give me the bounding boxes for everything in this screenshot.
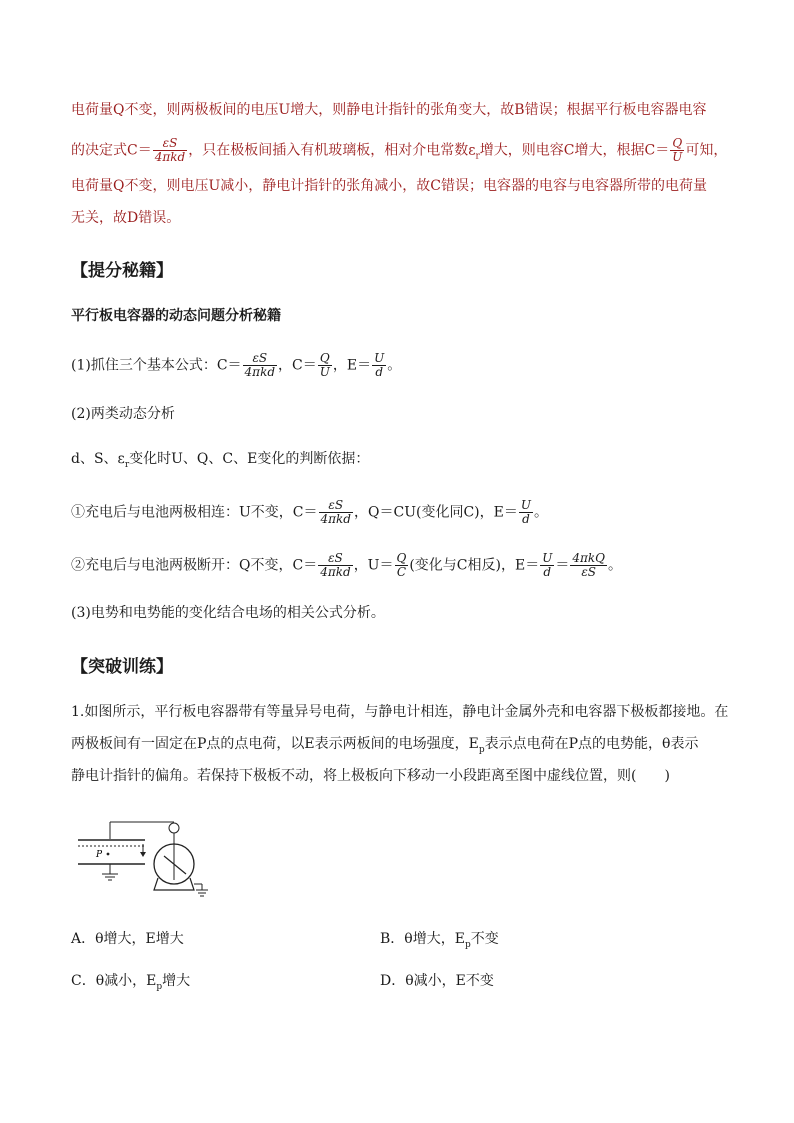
text: ②充电后与电池两极断开：Q不变，C＝ [71,557,318,574]
denominator: εS [581,565,596,579]
capacitor-electrometer-figure [70,818,220,898]
denominator: d [375,365,384,379]
fraction [670,137,684,164]
numerator: Q [318,352,332,366]
text-line-2: (2)两类动态分析 [71,406,175,422]
formula-line-1 [71,352,401,379]
text: d、S、ε [71,451,125,467]
text: 增大 [162,973,191,989]
fraction [395,552,409,579]
text-line-6: (3)电势和电势能的变化结合电场的相关公式分析。 [71,605,385,621]
denominator: C [396,565,407,579]
text: 表示点电荷在P点的电势能，θ表示 [484,736,699,752]
subscript: p [478,744,485,755]
fraction [153,137,187,164]
question-line-3: 静电计指针的偏角。若保持下极板不动，将上极板向下移动一小段距离至图中虚线位置，则( ) [71,768,670,784]
text: 。 [533,504,548,521]
text: (1)抓住三个基本公式：C＝ [71,357,242,374]
formula-line-4 [71,499,548,526]
denominator: d [522,512,530,526]
subscript: r [124,459,130,470]
solution-line-1: 电荷量Q不变，则两极板间的电压U增大，则静电计指针的张角变大，故B错误；根据平行板电容器电容 [71,102,707,118]
text: 变化时U、Q、C、E变化的判断依据： [129,451,370,467]
numerator: Q [670,137,684,151]
text: 两极板间有一固定在P点的点电荷，以E表示两板间的电场强度，E [71,736,479,752]
text: (变化与C相反)，E＝ [409,557,540,574]
solution-line-4: 无关，故D错误。 [71,210,181,226]
numerator: 4πkQ [572,551,605,565]
question-line-1: 1.如图所示，平行板电容器带有等量异号电荷，与静电计相连，静电计金属外壳和电容器下极板都接地。在 [71,704,729,720]
denominator: 4πkd [244,365,276,379]
fraction [372,352,386,379]
text: ，C＝ [278,357,317,374]
solution-text: 增大，则电容C增大，根据C＝ [479,142,670,159]
formula-line-5 [71,552,622,579]
numerator: Q [396,551,407,565]
fraction [570,552,607,579]
text-line-3 [71,449,369,475]
numerator: U [520,498,531,512]
numerator: U [374,351,385,365]
numerator: U [542,551,553,565]
text: B．θ增大，E [380,931,465,947]
solution-line-3: 电荷量Q不变，则电压U减小，静电计指针的张角减小，故C错误；电容器的电容与电容器所带的电荷量 [71,178,707,194]
numerator: εS [319,499,353,513]
text: ①充电后与电池两极相连：U不变，C＝ [71,504,318,521]
numerator: εS [153,137,187,151]
solution-line-2 [71,137,727,166]
subscript: p [156,981,163,992]
fraction [540,552,554,579]
point-p-label: P [96,850,103,860]
text: ，Q＝CU(变化同C)，E＝ [354,504,518,521]
section-title-practice: 【突破训练】 [71,657,173,677]
denominator: U [672,150,683,164]
denominator: 4πkd [154,150,186,164]
denominator: d [543,565,552,579]
text: 不变 [470,931,499,947]
section-subtitle: 平行板电容器的动态问题分析秘籍 [71,308,281,324]
fraction [519,499,533,526]
text: C．θ减小，E [71,973,157,989]
text: ＝ [555,557,570,574]
denominator: 4πkd [320,512,351,526]
fraction [318,552,352,579]
solution-text: 的决定式C＝ [71,142,152,159]
option-c[interactable] [71,970,190,992]
text: ，E＝ [332,357,372,374]
numerator: εS [243,352,277,366]
solution-text: 可知， [685,142,728,159]
section-title-tips: 【提分秘籍】 [71,261,173,281]
solution-text: ，只在极板间插入有机玻璃板，相对介电常数ε [188,142,476,159]
numerator: εS [318,552,352,566]
text: 。 [387,357,402,374]
fraction [319,499,353,526]
option-d[interactable]: D．θ减小，E不变 [380,973,494,989]
subscript: p [464,939,471,950]
question-line-2 [71,734,698,760]
denominator: 4πkd [320,565,351,579]
option-b[interactable] [380,928,499,950]
denominator: U [319,365,330,379]
text: 。 [607,557,622,574]
subscript: r [475,151,480,162]
text: ，U＝ [353,557,394,574]
option-a[interactable]: A．θ增大，E增大 [71,931,184,947]
fraction [243,352,277,379]
fraction [318,352,332,379]
